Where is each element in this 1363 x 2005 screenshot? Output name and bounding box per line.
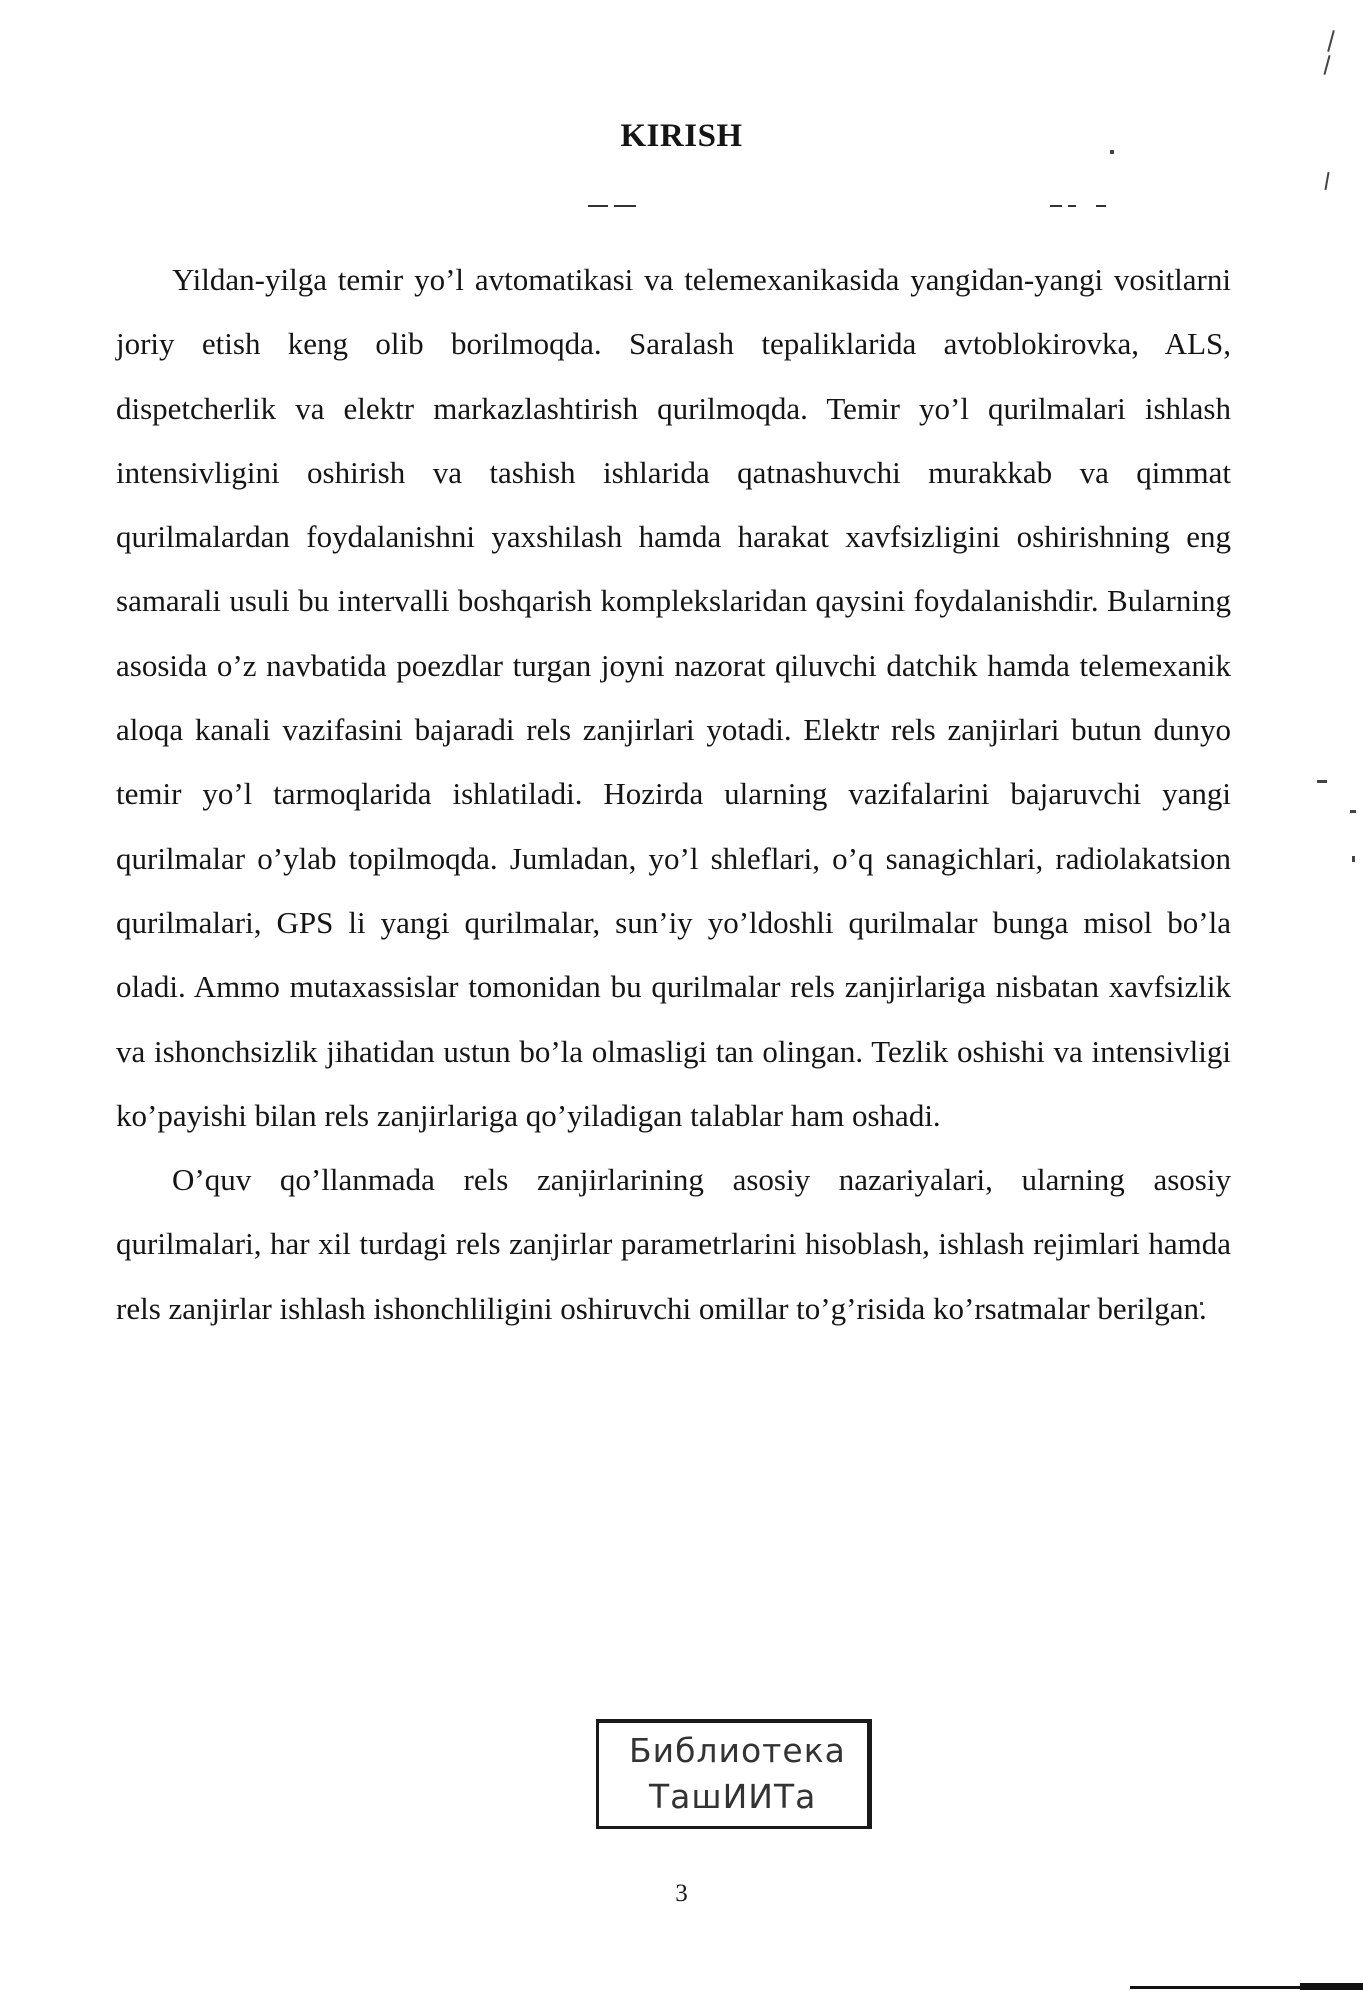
scan-mark (1050, 205, 1062, 207)
body-text (116, 248, 1231, 1341)
scan-mark (588, 205, 608, 207)
scan-mark (1317, 780, 1327, 783)
stamp-line-2: ТашИИТа (649, 1777, 817, 1816)
scan-mark (1324, 172, 1329, 190)
section-heading: KIRISH (620, 118, 743, 154)
paragraph: Yildan-yilga temir yo’l avtomatikasi va telemexanikasida yangidan-yangi vositlarni joriy etish keng olib borilmoqda. Saralash tepaliklarida avtoblokirovka, ALS, dispetcherlik va elektr markazlashtirish qurilmoqda. Temir yo’l qurilmalari ishlash intensivligini oshirish va tashish ishlarida qatnashuvchi murakkab va qimmat qurilmalardan foydalanishni yaxshilash hamda harakat xavfsizligini oshirishning eng samarali usuli bu intervalli boshqarish komplekslaridan qaysini foydalanishdir. Bularning asosida o’z navbatida poezdlar turgan joyni nazorat qiluvchi datchik hamda telemexanik aloqa kanali vazifasini bajaradi rels zanjirlari yotadi. Elektr rels zanjirlari butun dunyo temir yo’l tarmoqlarida ishlatiladi. Hozirda ularning vazifalarini bajaruvchi yangi qurilmalar o’ylab topilmoqda. Jumladan, yo’l shleflari, o’q sanagichlari, radiolakatsion qurilmalari, GPS li yangi qurilmalar, sun’iy yo’ldoshli qurilmalar bunga misol bo’la oladi. Ammo mutaxassislar tomonidan bu qurilmalar rels zanjirlariga nisbatan xavfsizlik va ishonchsizlik jihatidan ustun bo’la olmasligi tan olingan. Tezlik oshishi va intensivligi ko’payishi bilan rels zanjirlariga qo’yiladigan talablar ham oshadi. (116, 262, 1231, 1133)
scan-edge-mark (1300, 1983, 1363, 1990)
scan-mark (1350, 810, 1356, 813)
stamp-line-1: Библиотека (629, 1731, 846, 1770)
scan-mark (1323, 55, 1330, 75)
paragraph: O’quv qo’llanmada rels zanjirlarining asosiy nazariyalari, ularning asosiy qurilmalari, har xil turdagi rels zanjirlar parametrlarini hisoblash, ishlash rejimlari hamda rels zanjirlar ishlash ishonchliligini oshiruvchi omillar to’g’risida ko’rsatmalar berilgan. (116, 1162, 1231, 1326)
scan-mark (1327, 30, 1335, 52)
scan-mark (1352, 856, 1355, 862)
library-stamp (596, 1719, 872, 1829)
scan-mark (1110, 150, 1114, 154)
scan-mark (1068, 205, 1076, 207)
page-number: 3 (675, 1880, 688, 1907)
scan-mark (1096, 205, 1106, 207)
scan-mark (614, 205, 636, 207)
